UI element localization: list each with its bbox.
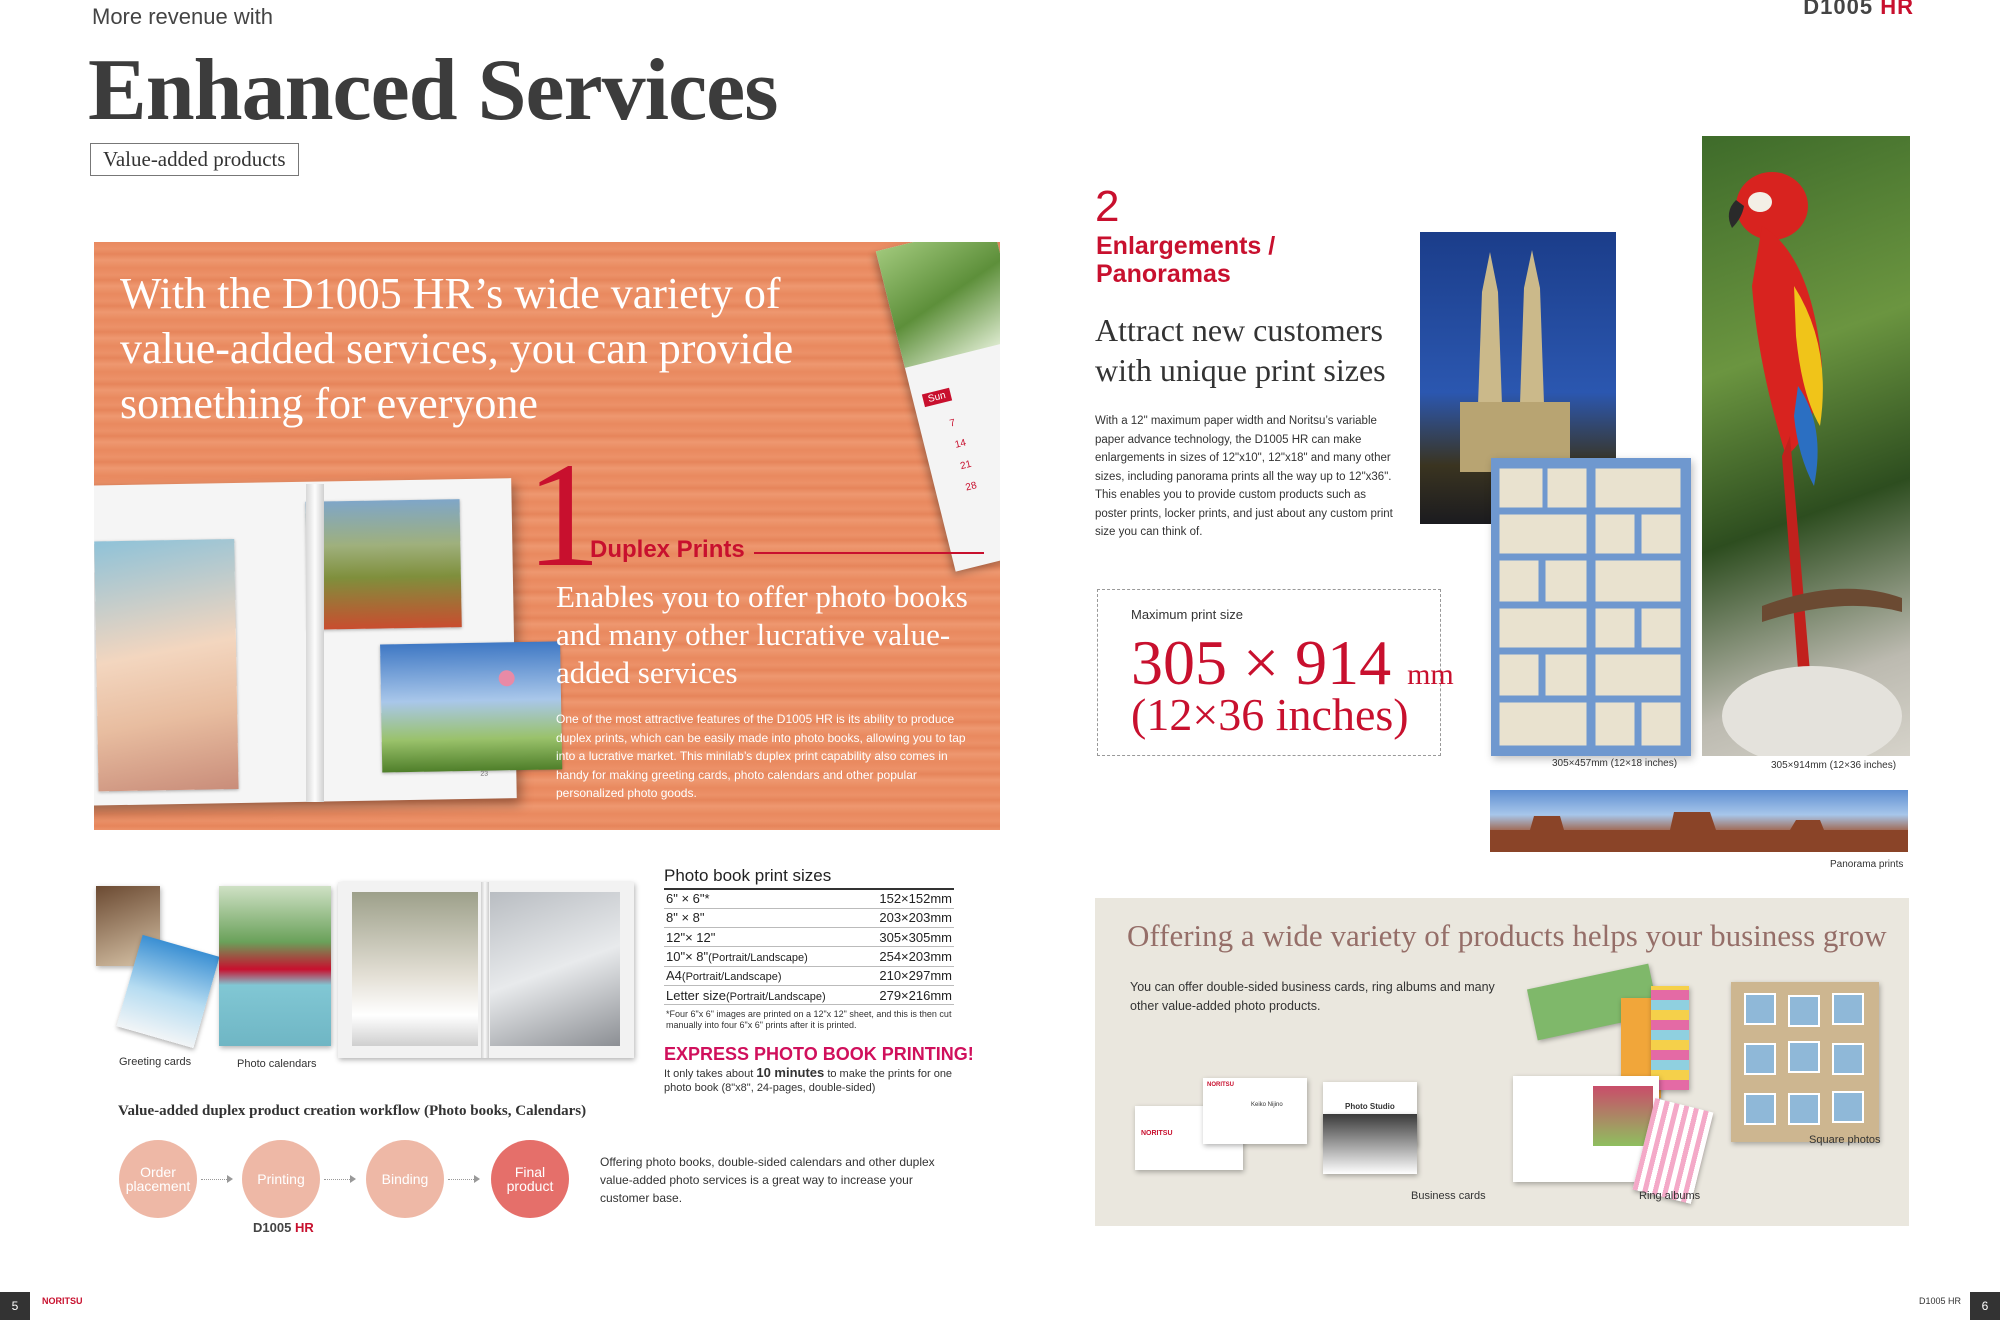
table-row xyxy=(664,889,954,908)
express-body-bold: 10 minutes xyxy=(756,1065,825,1080)
footer-brand: NORITSU xyxy=(42,1296,83,1306)
calendar-date: 14 xyxy=(953,437,968,451)
express-title: EXPRESS PHOTO BOOK PRINTING! xyxy=(664,1044,974,1064)
footer-product: D1005 HR xyxy=(1919,1296,1962,1306)
card-brand-text: NORITSU xyxy=(1141,1130,1173,1137)
card-studio-text: Photo Studio xyxy=(1345,1102,1395,1111)
mm-cell: 152×152mm xyxy=(862,889,955,908)
field-photo xyxy=(380,641,562,772)
table-row xyxy=(664,966,954,985)
card-brand-text: NORITSU xyxy=(1207,1082,1234,1088)
parrot-illustration xyxy=(1702,136,1910,756)
size-text: 12"× 12" xyxy=(666,929,716,945)
brand-logo xyxy=(1803,0,1914,20)
card-name-text: Keiko Nijino xyxy=(1251,1102,1283,1108)
calendar-date: 7 xyxy=(948,417,957,430)
girl-photo xyxy=(94,539,238,791)
logo-suffix-text: HR xyxy=(294,1220,314,1235)
page-title: Enhanced Services xyxy=(88,42,778,139)
workflow-logo xyxy=(253,1220,314,1235)
size-text: 10"× 8" xyxy=(666,949,709,965)
square-photos-grid xyxy=(1731,982,1879,1142)
size-text: 8" × 8" xyxy=(666,910,705,926)
photo-calendar-image xyxy=(219,886,331,1046)
offer-title: Offering a wide variety of products helps your business grow xyxy=(1127,918,1887,953)
caption-photo-calendars: Photo calendars xyxy=(237,1058,317,1070)
workflow-title: Value-added duplex product creation workflow (Photo books, Calendars) xyxy=(118,1103,587,1119)
mm-cell: 305×305mm xyxy=(862,928,955,947)
book-page-number: 23 xyxy=(480,770,489,778)
mm-cell: 254×203mm xyxy=(862,947,955,966)
calendar-dates xyxy=(947,409,988,499)
duplex-body: One of the most attractive features of the D1005 HR is its ability to produce duplex prints, which can be easily made into photo books, allowing you to tap into a lucrative market. This minilab’s duplex print capability also comes in handy for making greeting cards, photo calendars and other popular personalized photo goods. xyxy=(556,712,966,800)
express-body-pre: It only takes about xyxy=(664,1068,757,1080)
arrow-icon xyxy=(448,1179,478,1180)
size-text: A4 xyxy=(666,968,682,984)
products-offer-box xyxy=(1095,898,1909,1226)
collage-grid xyxy=(1491,458,1691,756)
calendar-date: 28 xyxy=(964,480,978,494)
arrow-icon xyxy=(324,1179,354,1180)
offer-body: You can offer double-sided business cards, ring albums and many other value-added photo products. xyxy=(1130,980,1495,1013)
ring-album-stripes xyxy=(1651,986,1689,1090)
title-rule xyxy=(754,552,984,554)
wedding-photo-book xyxy=(338,882,634,1058)
size-cell xyxy=(664,908,862,927)
caption-panorama: Panorama prints xyxy=(1830,859,1904,870)
boy-photo xyxy=(306,499,462,630)
balloon-shape xyxy=(499,670,515,686)
size-cell xyxy=(664,928,862,947)
enlargements-body: With a 12" maximum paper width and Noritsu’s variable paper advance technology, the D1005 HR can make enlargements in sizes of 12"x10", 12"x18" and many other sizes, including panorama prints all the way up to 12"x36". This enables you to provide custom products such as poster prints, locker prints, and just about any custom print size you can think of. xyxy=(1095,415,1393,538)
book-spine xyxy=(306,484,324,802)
table-row xyxy=(664,908,954,927)
calendar-plant-image xyxy=(876,242,1000,368)
duplex-title: Duplex Prints xyxy=(590,536,745,563)
table-footnote: *Four 6"x 6" images are printed on a 12"x 12" sheet, and this is then cut manually into four 6"x 6" prints after it is printed. xyxy=(666,1009,952,1030)
wedding-couple-photo xyxy=(352,892,478,1046)
panorama-photo xyxy=(1490,790,1908,852)
calendar-day-label: Sun xyxy=(922,388,952,407)
size-cell xyxy=(664,947,862,966)
caption-ring-albums: Ring albums xyxy=(1639,1190,1701,1202)
express-body-post: to make the prints for one photo book (8"x8", 24-pages, double-sided) xyxy=(664,1068,953,1094)
page-number-left: 5 xyxy=(0,1292,30,1320)
photo-book-sizes-table xyxy=(664,889,954,1005)
max-print-unit: mm xyxy=(1407,658,1454,691)
duplex-subtitle: Enables you to offer photo books and many other lucrative value-added services xyxy=(556,579,968,690)
caption-greeting-cards: Greeting cards xyxy=(119,1056,192,1068)
section-number: 1 xyxy=(526,432,601,598)
book-spine xyxy=(481,882,489,1058)
ring-album-photo xyxy=(1593,1086,1653,1146)
calendar-date: 21 xyxy=(959,458,973,473)
max-print-inches: (12×36 inches) xyxy=(1131,689,1409,740)
section-number: 2 xyxy=(1095,182,1120,231)
size-text: 6" × 6"* xyxy=(666,890,710,906)
size-cell xyxy=(664,889,862,908)
square-photos-board xyxy=(1731,982,1879,1142)
workflow-step-final: Final product xyxy=(491,1140,569,1218)
duplex-panel xyxy=(94,242,1000,830)
table-row xyxy=(664,947,954,966)
calendar-photo xyxy=(876,242,1000,572)
caption-collage-size: 305×457mm (12×18 inches) xyxy=(1552,758,1678,769)
caption-business-cards: Business cards xyxy=(1411,1190,1486,1202)
size-note: (Portrait/Landscape) xyxy=(725,990,826,1003)
size-note: (Portrait/Landscape) xyxy=(681,971,782,984)
enlargements-title: Enlargements / Panoramas xyxy=(1096,232,1276,288)
parrot-photo xyxy=(1702,136,1910,756)
eyebrow-text: More revenue with xyxy=(92,4,273,29)
photo-book-sizes-title: Photo book print sizes xyxy=(664,866,832,885)
caption-square-photos: Square photos xyxy=(1809,1134,1881,1146)
size-note: (Portrait/Landscape) xyxy=(708,952,808,965)
size-text: Letter size xyxy=(666,987,726,1003)
size-cell xyxy=(664,985,862,1004)
max-print-mm: 305 × 914 xyxy=(1131,627,1392,698)
business-card-photo xyxy=(1323,1114,1417,1174)
mm-cell: 203×203mm xyxy=(862,908,955,927)
table-row xyxy=(664,985,954,1004)
panorama-mesas xyxy=(1490,790,1908,852)
caption-parrot-size: 305×914mm (12×36 inches) xyxy=(1771,760,1897,771)
table-row xyxy=(664,928,954,947)
max-print-size-box xyxy=(1097,589,1454,756)
logo-suffix-text: HR xyxy=(1880,0,1914,19)
express-body xyxy=(664,1066,964,1095)
workflow-step-printing: Printing xyxy=(242,1140,320,1218)
business-card xyxy=(1203,1078,1307,1144)
logo-main-text: D1005 xyxy=(1803,0,1874,19)
workflow-step-order: Order placement xyxy=(119,1140,197,1218)
page-number-right: 6 xyxy=(1970,1292,2000,1320)
workflow-body: Offering photo books, double-sided calendars and other duplex value-added photo services is a great way to increase your customer base. xyxy=(600,1155,935,1205)
size-cell xyxy=(664,966,862,985)
max-print-label: Maximum print size xyxy=(1131,607,1243,622)
section-badge: Value-added products xyxy=(90,143,299,176)
kids-collage-photo xyxy=(1491,458,1691,756)
mm-cell: 210×297mm xyxy=(862,966,955,985)
arrow-icon xyxy=(201,1179,231,1180)
mm-cell: 279×216mm xyxy=(862,985,955,1004)
logo-main-text: D1005 xyxy=(253,1220,292,1235)
workflow-step-binding: Binding xyxy=(366,1140,444,1218)
panel-heading: With the D1005 HR’s wide variety of value-added services, you can provide something for everyone xyxy=(120,269,794,428)
wedding-cake-photo xyxy=(490,892,620,1046)
enlargements-heading: Attract new customers with unique print sizes xyxy=(1095,312,1386,388)
